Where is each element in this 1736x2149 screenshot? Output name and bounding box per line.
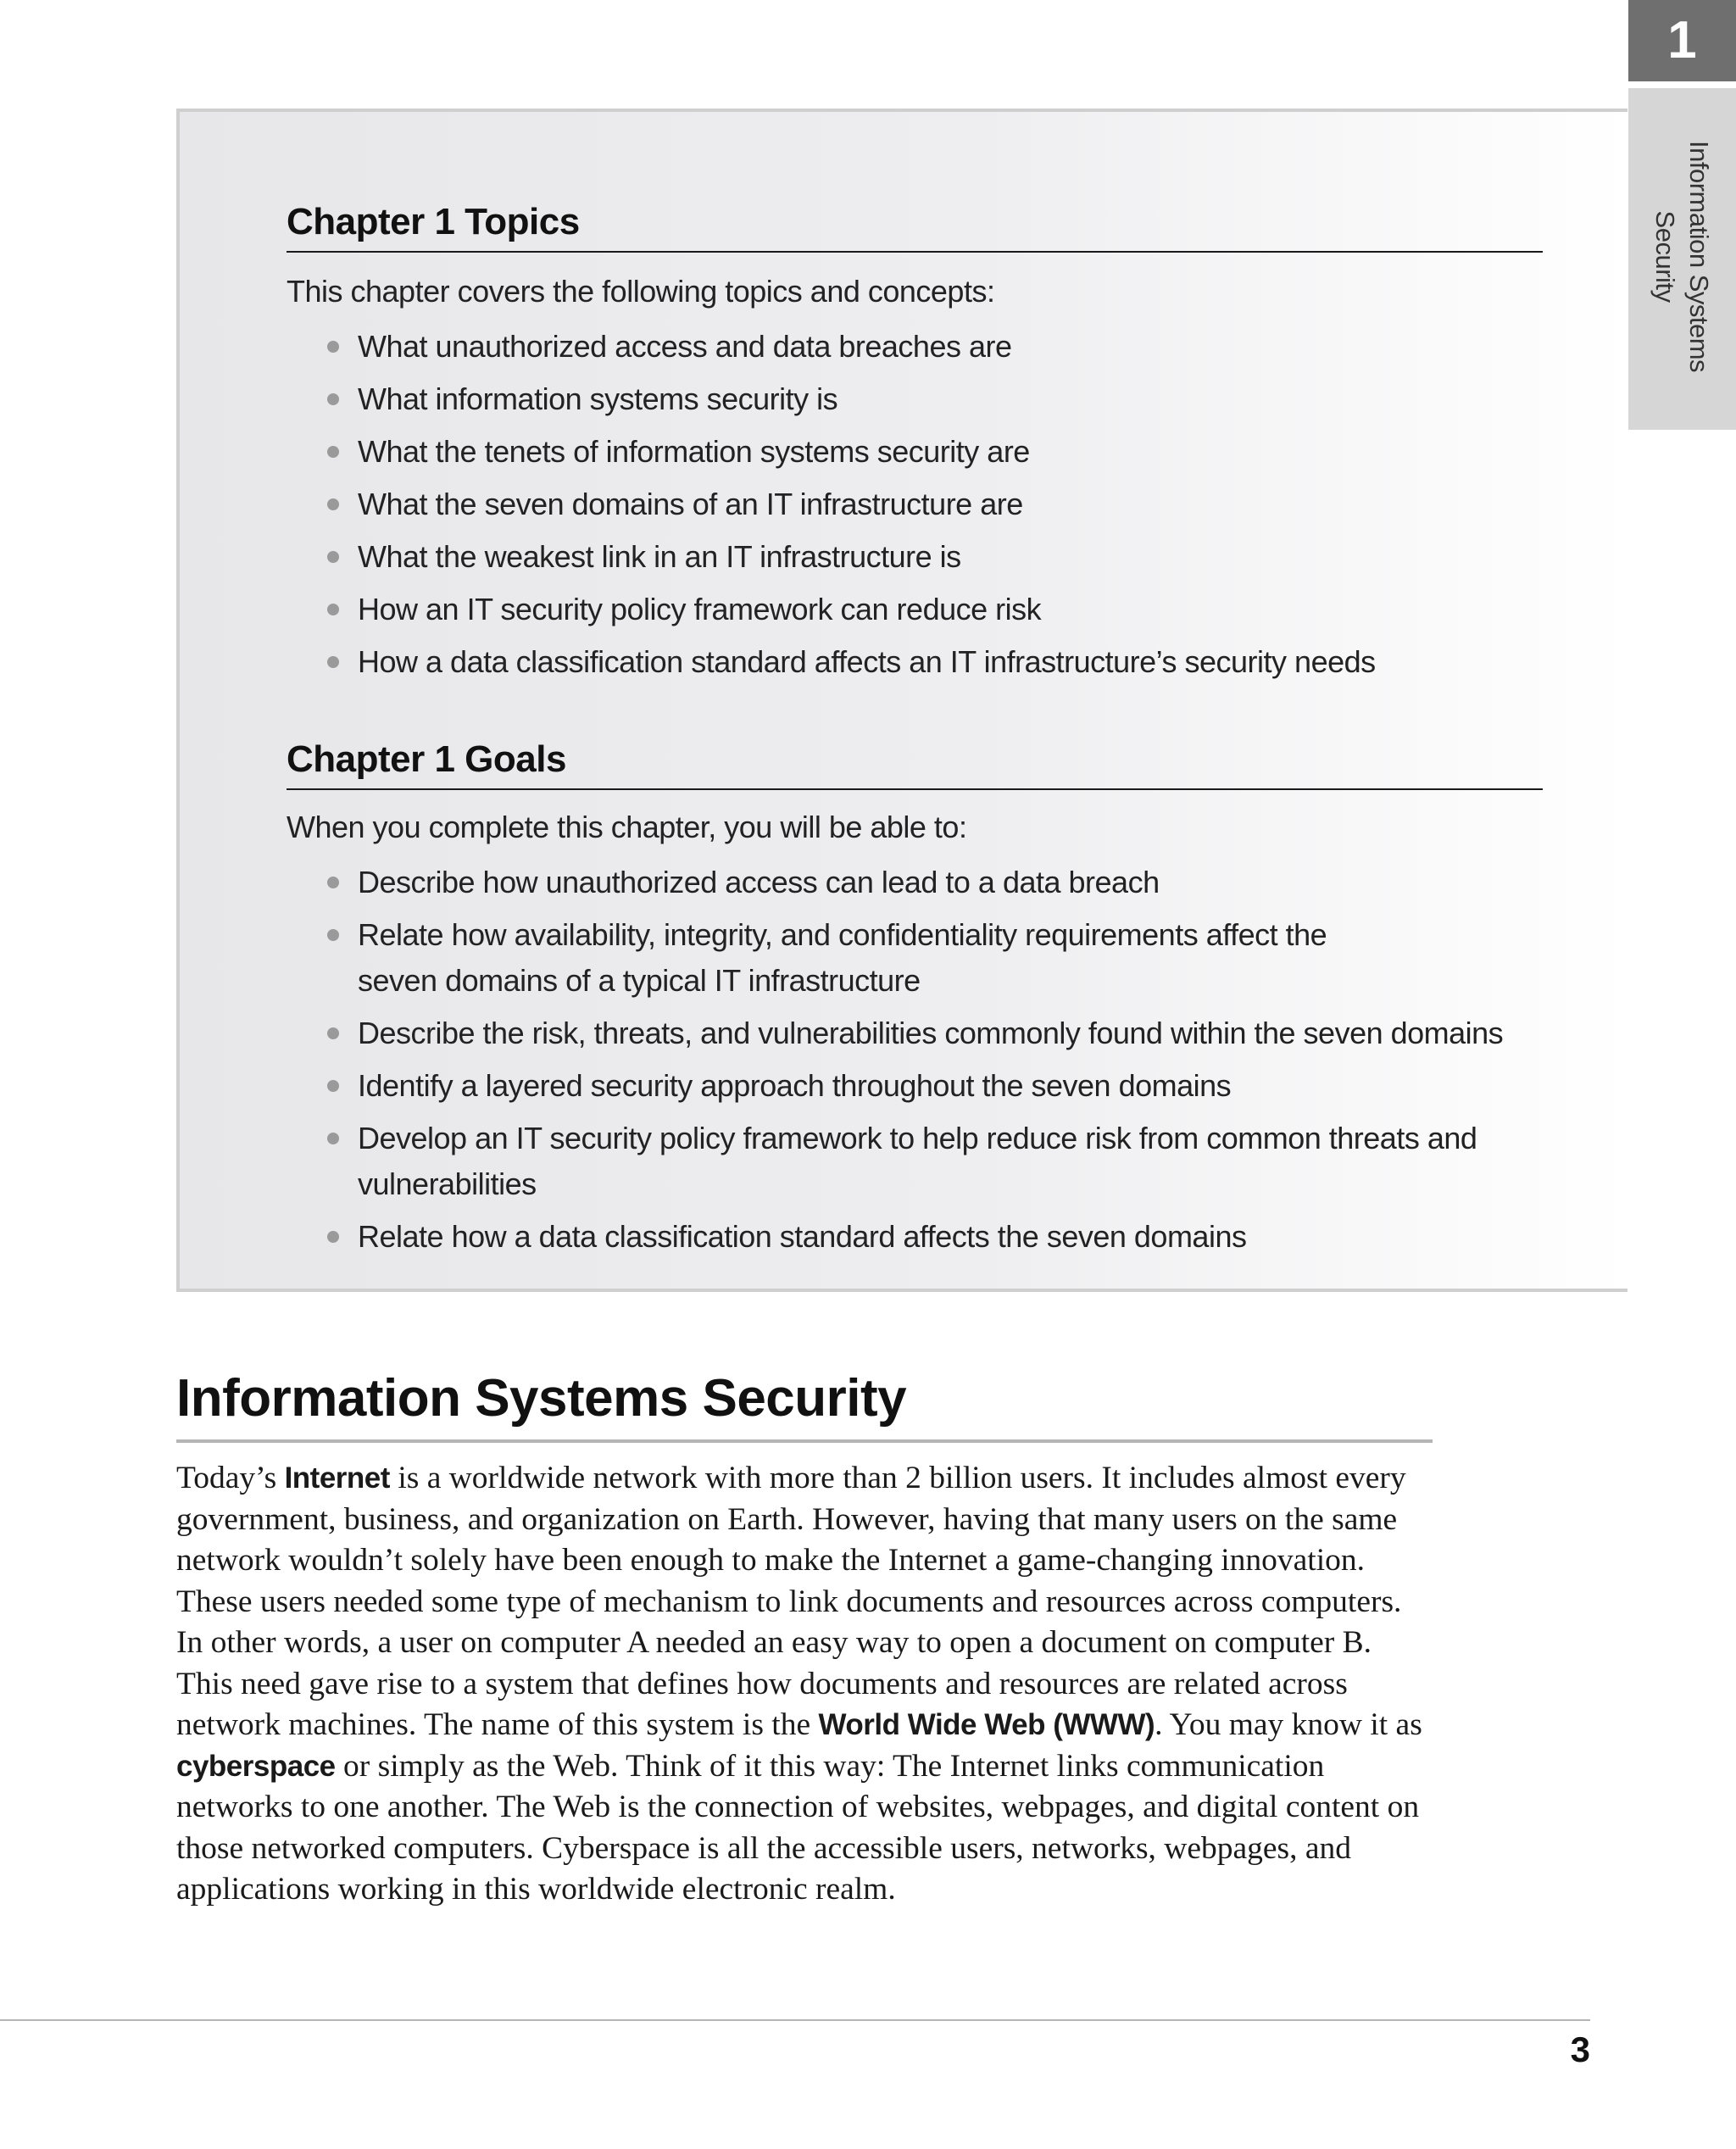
list-item-text: Describe the risk, threats, and vulnerabilities commonly found within the seven domains [358, 1016, 1504, 1050]
bullet-icon [327, 877, 339, 888]
chapter-title-tab-line-1: Information Systems [1684, 141, 1714, 373]
list-item-text: What information systems security is [358, 381, 838, 416]
bullet-icon [327, 551, 339, 563]
list-item-text: Identify a layered security approach throughout the seven domains [358, 1068, 1232, 1103]
list-item-text: Describe how unauthorized access can lead to a data breach [358, 865, 1160, 899]
bullet-icon [327, 1080, 339, 1092]
chapter-title-tab [1628, 88, 1736, 430]
bullet-icon [327, 446, 339, 458]
list-item-text: Relate how a data classification standard affects the seven domains [358, 1219, 1247, 1254]
body-text-run: Today’s [176, 1461, 285, 1495]
bullet-icon [327, 498, 339, 510]
list-item-text: Relate how availability, integrity, and confidentiality requirements affect the seven domains of a typical IT infrastructure [358, 917, 1327, 998]
chapter-title-tab-text [1648, 141, 1716, 372]
list-item-text: How an IT security policy framework can reduce risk [358, 592, 1042, 626]
bullet-icon [327, 656, 339, 668]
list-item [287, 482, 1558, 527]
bullet-icon [327, 1027, 339, 1039]
list-item [287, 324, 1558, 370]
list-item-text: What unauthorized access and data breaches are [358, 329, 1012, 364]
list-item [287, 587, 1558, 632]
body-paragraph [176, 1458, 1431, 1911]
body-text-run: . You may know it as [1155, 1707, 1422, 1742]
key-term-cyberspace: cyberspace [176, 1749, 336, 1783]
goals-heading: Chapter 1 Goals [287, 736, 1543, 790]
topics-intro: This chapter covers the following topics and concepts: [287, 274, 995, 309]
chapter-title-tab-line-2: Security [1650, 210, 1680, 303]
topics-list [287, 324, 1558, 692]
list-item-text: How a data classification standard affects an IT infrastructure’s security needs [358, 644, 1376, 679]
list-item-text: What the weakest link in an IT infrastructure is [358, 539, 961, 574]
bullet-icon [327, 929, 339, 941]
list-item-text: Develop an IT security policy framework to help reduce risk from common threats and vulnerabilities [358, 1121, 1477, 1201]
list-item [287, 534, 1558, 580]
key-term-internet: Internet [284, 1461, 390, 1495]
footer-rule [0, 2019, 1590, 2021]
goals-intro: When you complete this chapter, you will be able to: [287, 810, 967, 844]
list-item [287, 1063, 1558, 1109]
body-text-run: or simply as the Web. Think of it this way: The Internet links communication networks to one another. The Web is the connection of websites, webpages, and digital content on those networked computers. Cyberspace is all the accessible users, networks, webpages, and applications working in this worldwide electronic realm. [176, 1748, 1420, 1907]
bullet-icon [327, 341, 339, 353]
goals-list [287, 860, 1558, 1267]
page-number: 3 [1570, 2029, 1590, 2069]
section-heading: Information Systems Security [176, 1365, 1433, 1443]
chapter-number-tab: 1 [1628, 0, 1736, 81]
list-item [287, 1116, 1558, 1207]
bullet-icon [327, 393, 339, 405]
bullet-icon [327, 1231, 339, 1243]
list-item [287, 860, 1558, 905]
list-item [287, 912, 1341, 1004]
list-item [287, 376, 1558, 422]
bullet-icon [327, 1133, 339, 1144]
key-term-world-wide-web: World Wide Web (WWW) [818, 1708, 1155, 1741]
bullet-icon [327, 604, 339, 615]
list-item [287, 429, 1558, 475]
topics-heading: Chapter 1 Topics [287, 198, 1543, 253]
chapter-overview-box [176, 109, 1628, 1292]
list-item [287, 1214, 1558, 1260]
body-text-run: is a worldwide network with more than 2 billion users. It includes almost every government, business, and organization on Earth. However, having that many users on the same network wouldn’t solely have been enough to make the Internet a game-changing innovation. These users needed some type of mechanism to link documents and resources across computers. In other words, a user on computer A needed an easy way to open a document on computer B. This need gave rise to a system that defines how documents and resources are related across network machines. The name of this system is the [176, 1461, 1406, 1742]
list-item-text: What the tenets of information systems security are [358, 434, 1030, 469]
list-item-text: What the seven domains of an IT infrastructure are [358, 487, 1023, 521]
list-item [287, 1010, 1558, 1056]
list-item [287, 639, 1558, 685]
